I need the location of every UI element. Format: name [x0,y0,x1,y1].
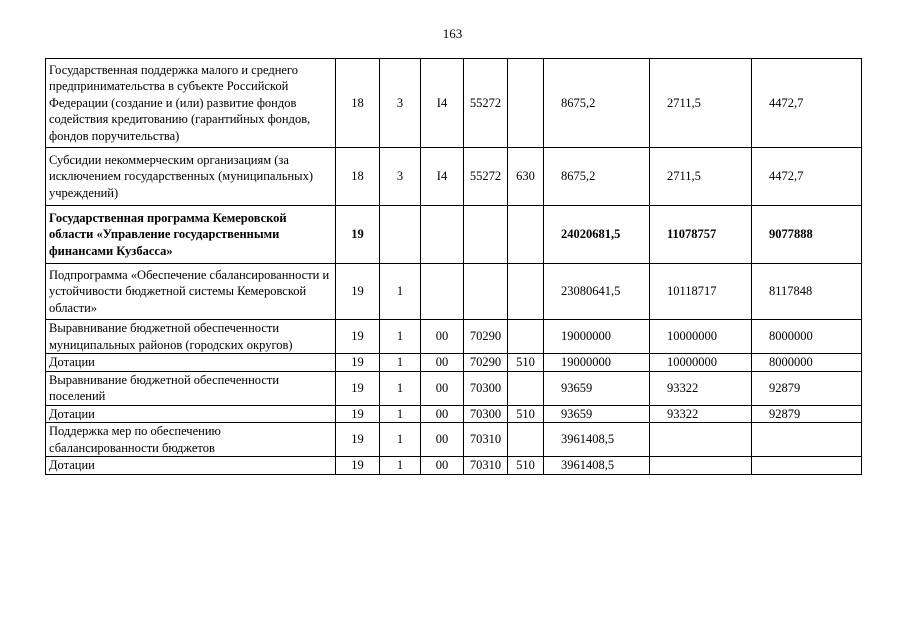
program-code-cell: 19 [336,371,380,405]
expense-type-cell [508,371,544,405]
amount-year3-cell [752,457,862,475]
program-code-cell: 19 [336,405,380,423]
measure-code-cell: 00 [421,405,464,423]
subprogram-code-cell: 1 [380,354,421,372]
table-row [46,320,862,354]
amount-year1-cell: 93659 [544,405,650,423]
measure-code-cell: 00 [421,371,464,405]
amount-year1-cell: 8675,2 [544,59,650,148]
program-code-cell: 19 [336,354,380,372]
program-name-cell: Поддержка мер по обеспечению сбалансированности бюджетов [46,423,336,457]
measure-code-cell: 00 [421,354,464,372]
budget-table [45,58,862,475]
expense-direction-cell: 55272 [464,148,508,206]
program-code-cell: 19 [336,457,380,475]
measure-code-cell [421,264,464,320]
measure-code-cell [421,206,464,264]
program-code-cell: 18 [336,59,380,148]
table-row [46,423,862,457]
table-row [46,405,862,423]
amount-year2-cell [650,423,752,457]
expense-type-cell [508,264,544,320]
program-name-cell: Государственная поддержка малого и среднего предпринимательства в субъекте Российской Федерации (создание и (или) развитие фондов содействия кредитованию (гарантийных фондов, фондов поручительства) [46,59,336,148]
program-name-cell: Дотации [46,405,336,423]
program-code-cell: 19 [336,206,380,264]
subprogram-code-cell: 1 [380,320,421,354]
program-name-cell: Дотации [46,457,336,475]
table-row [46,59,862,148]
amount-year2-cell: 2711,5 [650,148,752,206]
program-code-cell: 19 [336,320,380,354]
table-row [46,371,862,405]
expense-direction-cell [464,264,508,320]
program-code-cell: 19 [336,423,380,457]
measure-code-cell: 00 [421,320,464,354]
program-name-cell: Дотации [46,354,336,372]
amount-year1-cell: 24020681,5 [544,206,650,264]
amount-year3-cell: 8000000 [752,320,862,354]
amount-year3-cell: 8000000 [752,354,862,372]
amount-year1-cell: 8675,2 [544,148,650,206]
subprogram-code-cell: 1 [380,371,421,405]
amount-year3-cell [752,423,862,457]
subprogram-code-cell: 1 [380,423,421,457]
amount-year2-cell: 93322 [650,405,752,423]
subprogram-code-cell: 1 [380,457,421,475]
page-number: 163 [442,26,463,41]
program-name-cell: Выравнивание бюджетной обеспеченности муниципальных районов (городских округов) [46,320,336,354]
expense-direction-cell: 55272 [464,59,508,148]
amount-year2-cell: 10118717 [650,264,752,320]
subprogram-code-cell: 3 [380,59,421,148]
expense-direction-cell: 70310 [464,423,508,457]
expense-direction-cell: 70290 [464,320,508,354]
expense-type-cell [508,320,544,354]
measure-code-cell: 00 [421,423,464,457]
amount-year1-cell: 3961408,5 [544,423,650,457]
measure-code-cell: I4 [421,148,464,206]
expense-direction-cell [464,206,508,264]
program-name-cell: Подпрограмма «Обеспечение сбалансированности и устойчивости бюджетной системы Кемеровской области» [46,264,336,320]
expense-direction-cell: 70300 [464,405,508,423]
expense-type-cell [508,59,544,148]
amount-year1-cell: 3961408,5 [544,457,650,475]
program-code-cell: 18 [336,148,380,206]
amount-year1-cell: 23080641,5 [544,264,650,320]
amount-year2-cell: 93322 [650,371,752,405]
program-code-cell: 19 [336,264,380,320]
subprogram-code-cell: 3 [380,148,421,206]
program-name-cell: Выравнивание бюджетной обеспеченности поселений [46,371,336,405]
table-row [46,457,862,475]
expense-type-cell [508,423,544,457]
amount-year1-cell: 19000000 [544,320,650,354]
subprogram-code-cell [380,206,421,264]
expense-type-cell: 510 [508,457,544,475]
program-name-cell: Субсидии некоммерческим организациям (за исключением государственных (муниципальных) учреждений) [46,148,336,206]
subprogram-code-cell: 1 [380,264,421,320]
amount-year2-cell: 10000000 [650,320,752,354]
expense-type-cell: 510 [508,405,544,423]
program-name-cell: Государственная программа Кемеровской области «Управление государственными финансами Кузбасса» [46,206,336,264]
amount-year3-cell: 9077888 [752,206,862,264]
expense-type-cell [508,206,544,264]
amount-year2-cell: 2711,5 [650,59,752,148]
amount-year3-cell: 92879 [752,371,862,405]
table-row [46,206,862,264]
amount-year2-cell: 11078757 [650,206,752,264]
measure-code-cell: 00 [421,457,464,475]
amount-year3-cell: 4472,7 [752,59,862,148]
expense-direction-cell: 70310 [464,457,508,475]
expense-direction-cell: 70300 [464,371,508,405]
amount-year1-cell: 19000000 [544,354,650,372]
amount-year3-cell: 4472,7 [752,148,862,206]
table-row [46,148,862,206]
expense-direction-cell: 70290 [464,354,508,372]
measure-code-cell: I4 [421,59,464,148]
table-row [46,354,862,372]
expense-type-cell: 630 [508,148,544,206]
amount-year3-cell: 92879 [752,405,862,423]
table-row [46,264,862,320]
subprogram-code-cell: 1 [380,405,421,423]
expense-type-cell: 510 [508,354,544,372]
amount-year2-cell: 10000000 [650,354,752,372]
amount-year1-cell: 93659 [544,371,650,405]
amount-year3-cell: 8117848 [752,264,862,320]
amount-year2-cell [650,457,752,475]
